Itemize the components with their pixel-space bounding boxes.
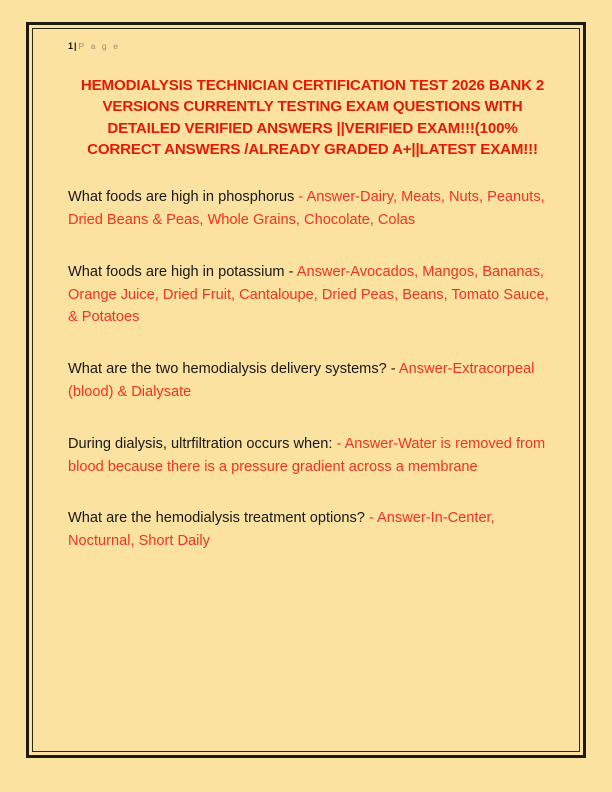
header-page-word: P a g e — [78, 41, 121, 51]
qa-answer: - Answer-Dairy, Meats, Nuts, Peanuts, Dried Beans & Peas, Whole Grains, Chocolate, Colas — [68, 189, 545, 228]
document-title: HEMODIALYSIS TECHNICIAN CERTIFICATION TEST 2026 BANK 2 VERSIONS CURRENTLY TESTING EXAM QUESTIONS WITH DETAILED VERIFIED ANSWERS ||VERIFIED EXAM!!!(100% CORRECT ANSWERS /ALREADY GRADED A+||LATEST EXAM!!! — [80, 77, 545, 158]
qa-item — [68, 433, 557, 479]
qa-question: What foods are high in potassium - — [68, 263, 297, 280]
qa-item — [68, 186, 557, 232]
qa-answer: - Answer-In-Center, Nocturnal, Short Daily — [68, 510, 495, 550]
qa-item — [68, 358, 557, 404]
qa-list — [68, 186, 557, 553]
qa-question: What are the hemodialysis treatment options? — [68, 510, 369, 527]
qa-question: What are the two hemodialysis delivery systems? - — [68, 361, 399, 378]
page-content — [29, 25, 583, 755]
header-separator: | — [74, 41, 77, 51]
header-page-number: 1 — [68, 41, 74, 51]
qa-item — [68, 261, 557, 329]
qa-answer: - Answer-Water is removed from blood because there is a pressure gradient across a membrane — [68, 435, 546, 475]
running-header — [68, 33, 557, 59]
qa-answer: Answer-Extracorpeal (blood) & Dialysate — [68, 361, 535, 400]
qa-question: During dialysis, ultrfiltration occurs when: — [68, 435, 337, 452]
qa-answer: Answer-Avocados, Mangos, Bananas, Orange Juice, Dried Fruit, Cantaloupe, Dried Peas, Beans, Tomato Sauce, & Potatoes — [68, 263, 549, 326]
qa-item — [68, 507, 557, 553]
qa-question: What foods are high in phosphorus — [68, 189, 299, 206]
page-border-frame — [26, 22, 586, 758]
